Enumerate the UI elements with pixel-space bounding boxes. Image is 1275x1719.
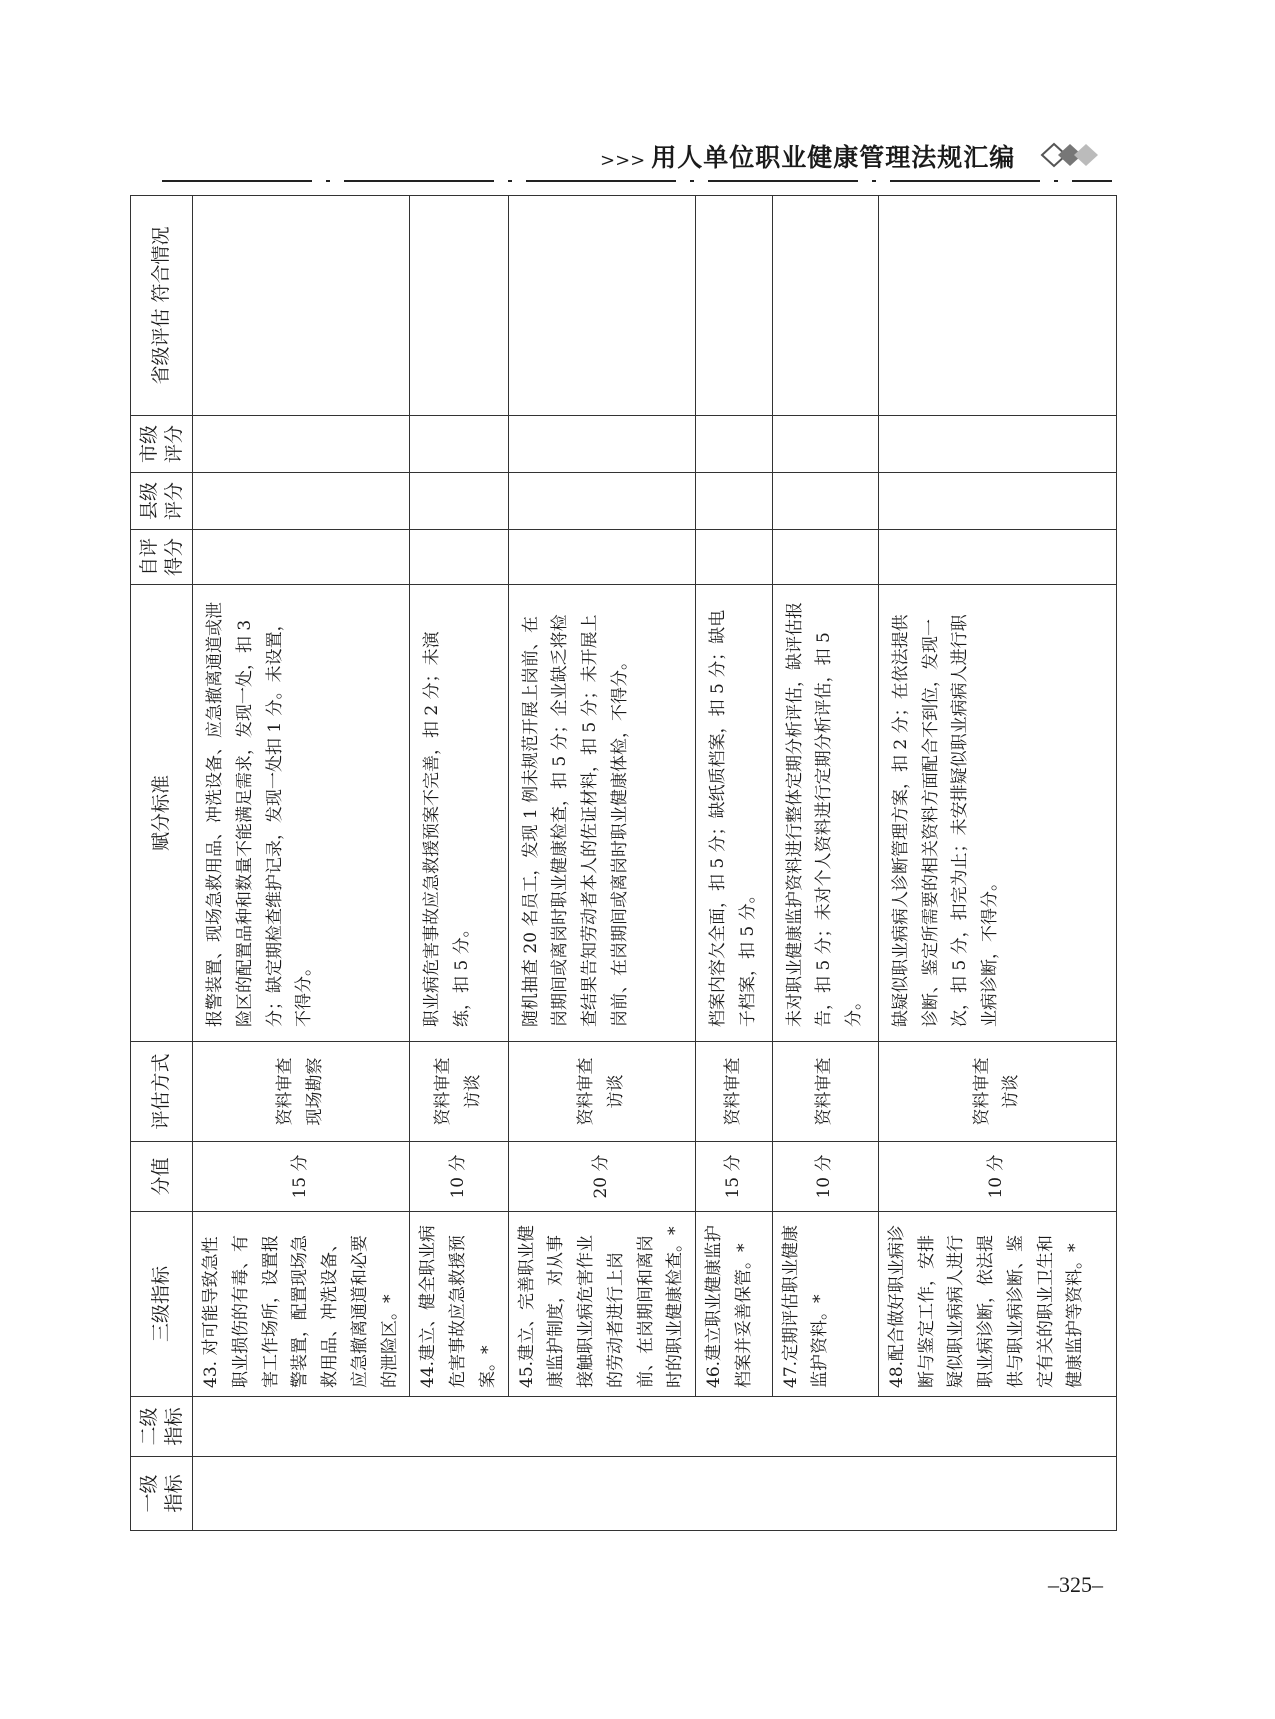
- city-score-cell: [193, 416, 410, 473]
- criteria-cell: 档案内容欠全面，扣 5 分；缺纸质档案，扣 5 分；缺电子档案，扣 5 分。: [696, 585, 773, 1042]
- header-method: 评估方式: [131, 1042, 193, 1142]
- criteria-cell: 报警装置、现场急救用品、冲洗设备、应急撤离通道或泄险区的配置品种和数量不能满足需求，发现一处，扣 3 分；缺定期检查维护记录，发现一处扣 1 分。未设置，不得分。: [193, 585, 410, 1042]
- city-score-cell: [508, 416, 696, 473]
- self-score-cell: [508, 530, 696, 585]
- evaluation-table: [130, 195, 1117, 1531]
- indicator-cell: 44.建立、健全职业病危害事故应急救援预案。*: [410, 1212, 508, 1397]
- indicator-cell: 48.配合做好职业病诊断与鉴定工作，安排疑似职业病病人进行职业病诊断，依法提供与职业病诊断、鉴定有关的职业卫生和健康监护等资料。*: [878, 1212, 1116, 1397]
- indicator-cell: 47.定期评估职业健康监护资料。*: [772, 1212, 878, 1397]
- method-cell: [508, 1042, 696, 1142]
- method-line: 资料审查: [814, 1057, 835, 1126]
- running-header: [600, 138, 1100, 174]
- table-row: [878, 196, 1116, 1531]
- table-row: [193, 196, 410, 1531]
- header-level1: 一级 指标: [131, 1457, 193, 1531]
- header-criteria: 赋分标准: [131, 585, 193, 1042]
- method-line: 资料审查: [275, 1057, 296, 1126]
- province-eval-cell: [878, 196, 1116, 416]
- table-row: [410, 196, 508, 1531]
- criteria-cell: 职业病危害事故应急救援预案不完善，扣 2 分；未演练，扣 5 分。: [410, 585, 508, 1042]
- indicator-cell: 43. 对可能导致急性职业损伤的有毒、有害工作场所，设置报警装置，配置现场急救用品、冲洗设备、应急撤离通道和必要的泄险区。*: [193, 1212, 410, 1397]
- score-cell: 10 分: [772, 1142, 878, 1212]
- county-score-cell: [772, 473, 878, 530]
- header-province-eval: 省级评估 符合情况: [131, 196, 193, 416]
- province-eval-cell: [772, 196, 878, 416]
- county-score-cell: [193, 473, 410, 530]
- method-line: 访谈: [605, 1074, 626, 1109]
- county-score-cell: [878, 473, 1116, 530]
- indicator-cell: 45.建立、完善职业健康监护制度，对从事接触职业病危害作业的劳动者进行上岗前、在岗期间和离岗时的职业健康检查。*: [508, 1212, 696, 1397]
- province-eval-cell: [696, 196, 773, 416]
- score-cell: 20 分: [508, 1142, 696, 1212]
- header-self-score: 自评 得分: [131, 530, 193, 585]
- level2-cell: [193, 1397, 1117, 1457]
- method-line: 资料审查: [433, 1057, 454, 1126]
- rotated-table: [130, 196, 1113, 1531]
- header-city-score: 市级 评分: [131, 416, 193, 473]
- county-score-cell: [410, 473, 508, 530]
- page-number: –325–: [1048, 1572, 1103, 1597]
- province-eval-cell: [410, 196, 508, 416]
- header-arrows: >>>: [600, 150, 646, 171]
- self-score-cell: [410, 530, 508, 585]
- city-score-cell: [410, 416, 508, 473]
- score-cell: 10 分: [410, 1142, 508, 1212]
- score-cell: 15 分: [696, 1142, 773, 1212]
- province-eval-cell: [193, 196, 410, 416]
- method-cell: [410, 1042, 508, 1142]
- city-score-cell: [878, 416, 1116, 473]
- city-score-cell: [696, 416, 773, 473]
- header-level3: 三级指标: [131, 1212, 193, 1397]
- criteria-cell: 随机抽查 20 名员工，发现 1 例未规范开展上岗前、在岗期间或离岗时职业健康检查，扣 5 分；企业缺乏将检查结果告知劳动者本人的佐证材料，扣 5 分；未开展上岗前、在岗期间或离岗时职业健康体检，不得分。: [508, 585, 696, 1042]
- table-row: [696, 196, 773, 1531]
- score-cell: 10 分: [878, 1142, 1116, 1212]
- score-cell: 15 分: [193, 1142, 410, 1212]
- method-cell: [193, 1042, 410, 1142]
- method-line: 资料审查: [971, 1057, 992, 1126]
- county-score-cell: [508, 473, 696, 530]
- criteria-cell: 未对职业健康监护资料进行整体定期分析评估，缺评估报告，扣 5 分；未对个人资料进行定期分析评估，扣 5 分。: [772, 585, 878, 1042]
- header-score: 分值: [131, 1142, 193, 1212]
- header-level2: 二级 指标: [131, 1397, 193, 1457]
- method-cell: [878, 1042, 1116, 1142]
- indicator-cell: 46.建立职业健康监护档案并妥善保管。*: [696, 1212, 773, 1397]
- method-cell: [772, 1042, 878, 1142]
- method-line: 现场勘察: [305, 1057, 326, 1126]
- header-rule: [162, 178, 1112, 188]
- province-eval-cell: [508, 196, 696, 416]
- header-diamond-ornament: [1040, 140, 1110, 170]
- level1-cell: [193, 1457, 1117, 1531]
- county-score-cell: [696, 473, 773, 530]
- self-score-cell: [772, 530, 878, 585]
- book-title: 用人单位职业健康管理法规汇编: [651, 143, 1016, 172]
- method-line: 访谈: [1001, 1074, 1022, 1109]
- criteria-cell: 缺疑似职业病病人诊断管理方案，扣 2 分；在依法提供诊断、鉴定所需要的相关资料方面配合不到位，发现一次，扣 5 分，扣完为止；未安排疑似职业病病人进行职业病诊断，不得分。: [878, 585, 1116, 1042]
- method-line: 资料审查: [722, 1057, 743, 1126]
- method-line: 访谈: [462, 1074, 483, 1109]
- table-row: [508, 196, 696, 1531]
- table-row: [772, 196, 878, 1531]
- header-county-score: 县级 评分: [131, 473, 193, 530]
- self-score-cell: [878, 530, 1116, 585]
- city-score-cell: [772, 416, 878, 473]
- self-score-cell: [193, 530, 410, 585]
- self-score-cell: [696, 530, 773, 585]
- method-line: 资料审查: [576, 1057, 596, 1126]
- method-cell: [696, 1042, 773, 1142]
